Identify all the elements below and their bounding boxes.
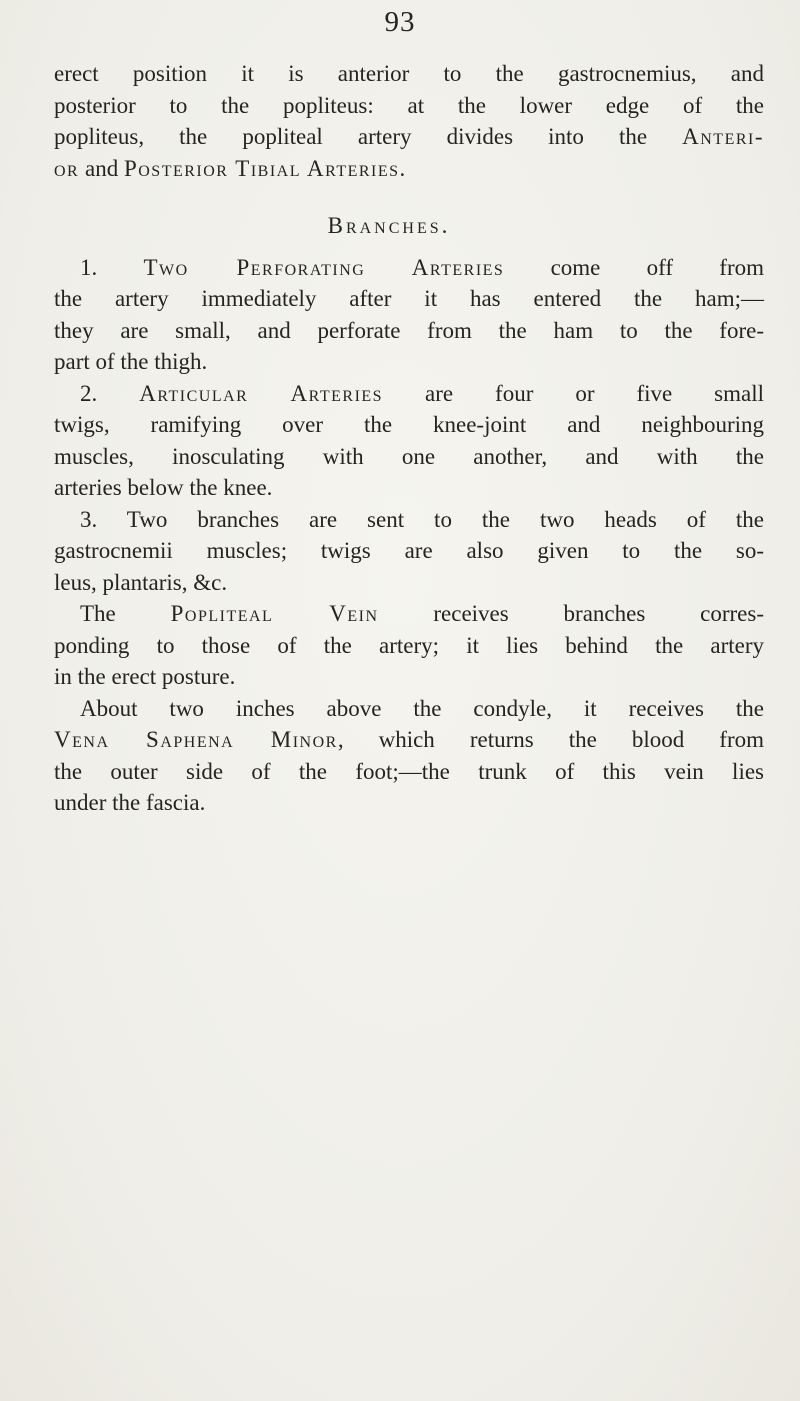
text-run: ponding to those of the artery; it lies behind the artery <box>54 632 764 658</box>
text-line <box>54 567 764 599</box>
text-line <box>54 693 764 725</box>
text-run: and <box>79 155 124 181</box>
text-run: are four or five small <box>383 380 764 406</box>
text-run: leus, plantaris, &c. <box>54 569 228 595</box>
text-run: arteries below the knee. <box>54 475 273 500</box>
text-run: posterior to the popliteus: at the lower edge of the <box>54 92 764 118</box>
text-line <box>54 58 764 90</box>
paragraph-item-1 <box>54 252 764 378</box>
small-caps-term: Articular Arteries <box>139 380 384 406</box>
text-run: 2. <box>80 380 140 406</box>
text-line <box>54 756 764 788</box>
small-caps-term: Anteri- <box>682 124 764 149</box>
text-run: come off from <box>504 254 764 280</box>
small-caps-term: Vena Saphena Minor <box>54 727 338 752</box>
intro-paragraph <box>54 58 764 184</box>
page-text <box>54 58 764 819</box>
text-run: under the fascia. <box>54 790 206 815</box>
paragraph-intro <box>54 58 764 184</box>
text-line <box>54 661 764 693</box>
page-number: 93 <box>384 6 416 38</box>
text-line <box>54 378 764 410</box>
text-line <box>54 598 764 630</box>
text-run: twigs, ramifying over the knee-joint and neighbouring <box>54 412 764 437</box>
small-caps-term: Two Perforating Arteries <box>143 254 505 280</box>
text-run: erect position it is anterior to the gastrocnemius, and <box>54 61 764 86</box>
text-run: in the erect posture. <box>54 664 236 689</box>
paragraph-item-3 <box>54 504 764 599</box>
text-run: receives branches corres- <box>378 601 764 626</box>
text-run: muscles, inosculating with one another, and with the <box>54 443 764 469</box>
text-line <box>54 315 764 347</box>
text-run: , which returns the blood from <box>337 727 764 752</box>
section-heading: Branches. <box>327 213 451 238</box>
text-line <box>54 504 764 536</box>
text-line <box>54 252 764 284</box>
text-line <box>54 787 764 819</box>
text-line <box>54 535 764 567</box>
small-caps-term: Popliteal Vein <box>170 601 379 626</box>
text-run: they are small, and perforate from the ham to the fore- <box>54 317 764 343</box>
text-run: the outer side of the foot;—the trunk of this vein lies <box>54 758 764 784</box>
small-caps-term: Posterior Tibial Arteries <box>123 155 400 181</box>
text-line <box>54 90 764 122</box>
paragraph-saphena <box>54 693 764 819</box>
text-line <box>54 472 764 504</box>
text-run: gastrocnemii muscles; twigs are also given to the so- <box>54 538 764 563</box>
text-line <box>54 441 764 473</box>
paragraph-vein <box>54 598 764 693</box>
branches-list <box>54 252 764 819</box>
text-run: 1. <box>80 254 144 280</box>
text-line <box>54 153 764 185</box>
text-run: . <box>399 155 406 181</box>
small-caps-term: or <box>54 155 80 181</box>
text-run: the artery immediately after it has entered the ham;— <box>54 286 764 311</box>
text-run: The <box>80 601 171 626</box>
text-run: About two inches above the condyle, it receives the <box>80 695 764 721</box>
text-line <box>54 724 764 756</box>
text-run: part of the thigh. <box>54 349 208 374</box>
text-line <box>54 346 764 378</box>
paragraph-item-2 <box>54 378 764 504</box>
text-line <box>54 121 764 153</box>
text-line <box>54 630 764 662</box>
text-line <box>54 409 764 441</box>
text-run: popliteus, the popliteal artery divides into the <box>54 124 683 149</box>
text-run: 3. Two branches are sent to the two heads of the <box>80 506 764 532</box>
text-line <box>54 283 764 315</box>
